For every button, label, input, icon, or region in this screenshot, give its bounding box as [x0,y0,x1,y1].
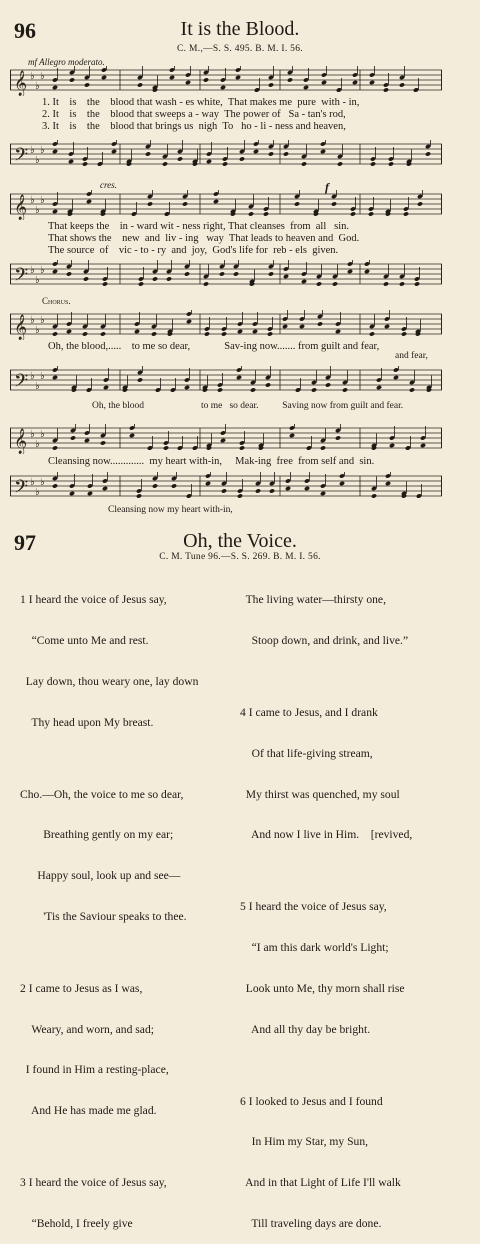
verse-line: Till traveling days are done. [240,1216,382,1230]
cres-marking: cres. [100,180,117,190]
svg-text:𝄞: 𝄞 [14,429,28,454]
verse-line: Lay down, thou weary one, lay down [20,674,199,688]
svg-text:♭: ♭ [35,325,40,336]
verse-line: “I am this dark world's Light; [240,941,389,955]
verse-line: And He has made me glad. [20,1104,157,1118]
forte-marking: f [325,180,329,194]
verse-line: Thy head upon My breast. [20,715,154,729]
hymn-96-title: It is the Blood. [180,18,300,40]
verse-line: The living water—thirsty one, [240,593,386,607]
svg-text:♭: ♭ [40,195,45,206]
verse-line: And all thy day be bright. [240,1022,371,1036]
svg-text:𝄢: 𝄢 [14,265,29,290]
chorus-lyric-top-1: Oh, the blood,..... to me so dear, Sav-ing now....... from guilt and fear, [48,341,380,352]
verse-line: Of that life-giving stream, [240,746,373,760]
verse-line: And in that Light of Life I'll walk [240,1176,401,1190]
lyric-verse1-line2: That keeps the in - ward wit - ness right, That cleanses from all sin. [48,221,350,232]
verse-line: Weary, and worn, and sad; [20,1022,154,1036]
verse-line: 2 I came to Jesus as I was, [20,981,143,995]
lyric-verse2-line1: 2. It is the blood that sweeps a - way The power of Sa - tan's rod, [42,109,346,120]
verse-line: In Him my Star, my Sun, [240,1135,369,1149]
chorus-staff-2-treble [10,424,442,454]
svg-text:♭: ♭ [30,315,35,326]
hymn-97-meter: C. M. Tune 96.—S. S. 269. B. M. I. 56. [159,552,321,562]
svg-text:♭: ♭ [35,155,40,166]
svg-text:♭: ♭ [40,371,45,382]
verse-gap [20,1145,198,1149]
staff-2-bass [10,260,442,290]
verse-line: 1 I heard the voice of Jesus say, [20,593,167,607]
verse-gap [20,951,198,955]
verse-line: I found in Him a resting-place, [20,1063,169,1077]
verse-gap [240,869,412,873]
verse-line: And now I live in Him. [revived, [240,828,413,842]
chorus-staff-2-bass [10,472,442,502]
chorus-lyric-top-2: Cleansing now............. my heart with-in, Mak-ing free from self and sin. [48,456,375,467]
svg-text:𝄢: 𝄢 [14,145,29,170]
svg-text:♭: ♭ [30,477,35,488]
verse-line: My thirst was quenched, my soul [240,787,400,801]
svg-text:♭: ♭ [30,195,35,206]
svg-text:♭: ♭ [35,381,40,392]
lyric-verse2-line2: That shows the new and liv - ing way That leads to heaven and God. [48,233,360,244]
svg-text:♭: ♭ [35,205,40,216]
svg-text:𝄞: 𝄞 [14,71,28,96]
verse-gap [240,1063,412,1067]
verse-line: 3 I heard the voice of Jesus say, [20,1176,167,1190]
hymn-97-right-column [240,566,412,1244]
svg-text:♭: ♭ [30,145,35,156]
chorus-lyric-bottom-2: Cleansing now my heart with-in, [108,505,233,515]
svg-text:♭: ♭ [40,429,45,440]
verse-line: Happy soul, look up and see— [20,869,181,883]
verse-line: 'Tis the Saviour speaks to thee. [20,909,187,923]
svg-text:♭: ♭ [30,429,35,440]
chorus-lyric-and-fear: and fear, [395,351,428,361]
svg-text:𝄞: 𝄞 [14,195,28,220]
svg-text:♭: ♭ [40,265,45,276]
svg-text:♭: ♭ [40,315,45,326]
tempo-marking: mf Allegro moderato. [28,57,105,67]
svg-text:𝄢: 𝄢 [14,371,29,396]
svg-text:𝄢: 𝄢 [14,477,29,502]
verse-line: 4 I came to Jesus, and I drank [240,705,378,719]
svg-text:♭: ♭ [35,487,40,498]
lyric-verse1-line1: 1. It is the blood that wash - es white, That makes me pure with - in, [42,97,360,108]
chorus-staff-1-bass [10,366,442,396]
verse-line: 5 I heard the voice of Jesus say, [240,900,387,914]
verse-line: Look unto Me, thy morn shall rise [240,981,405,995]
staff-1-treble [10,66,442,96]
svg-text:♭: ♭ [40,71,45,82]
verse-line: Stoop down, and drink, and live.” [240,633,409,647]
verse-line: “Come unto Me and rest. [20,633,149,647]
hymn-97-left-column [20,566,198,1244]
svg-text:♭: ♭ [30,71,35,82]
verse-line: “Behold, I freely give [20,1216,133,1230]
svg-text:♭: ♭ [30,265,35,276]
hymn-96-meter: C. M.,—S. S. 495. B. M. I. 56. [177,44,303,54]
staff-1-bass [10,140,442,170]
hymn-97-number: 97 [14,530,36,555]
hymn-96-number: 96 [14,18,36,43]
chorus-staff-1-treble [10,310,442,340]
svg-text:♭: ♭ [35,81,40,92]
verse-line: 6 I looked to Jesus and I found [240,1094,383,1108]
staff-2-treble [10,190,442,220]
svg-text:♭: ♭ [30,371,35,382]
verse-gap [240,675,412,679]
verse-line: Breathing gently on my ear; [20,828,174,842]
svg-text:♭: ♭ [40,145,45,156]
hymn-97-title: Oh, the Voice. [183,530,297,552]
lyric-verse3-line1: 3. It is the blood that brings us nigh To ho - li - ness and heaven, [42,121,346,132]
svg-text:♭: ♭ [35,275,40,286]
svg-text:𝄞: 𝄞 [14,315,28,340]
chorus-lyric-bottom-1: Oh, the blood to me so dear. Saving now from guilt and fear. [92,401,404,411]
svg-text:♭: ♭ [40,477,45,488]
lyric-verse3-line2: The source of vic - to - ry and joy, God's life for reb - els given. [48,245,339,256]
verse-line: Cho.—Oh, the voice to me so dear, [20,787,184,801]
svg-text:♭: ♭ [35,439,40,450]
chorus-label: Chorus. [42,296,71,306]
